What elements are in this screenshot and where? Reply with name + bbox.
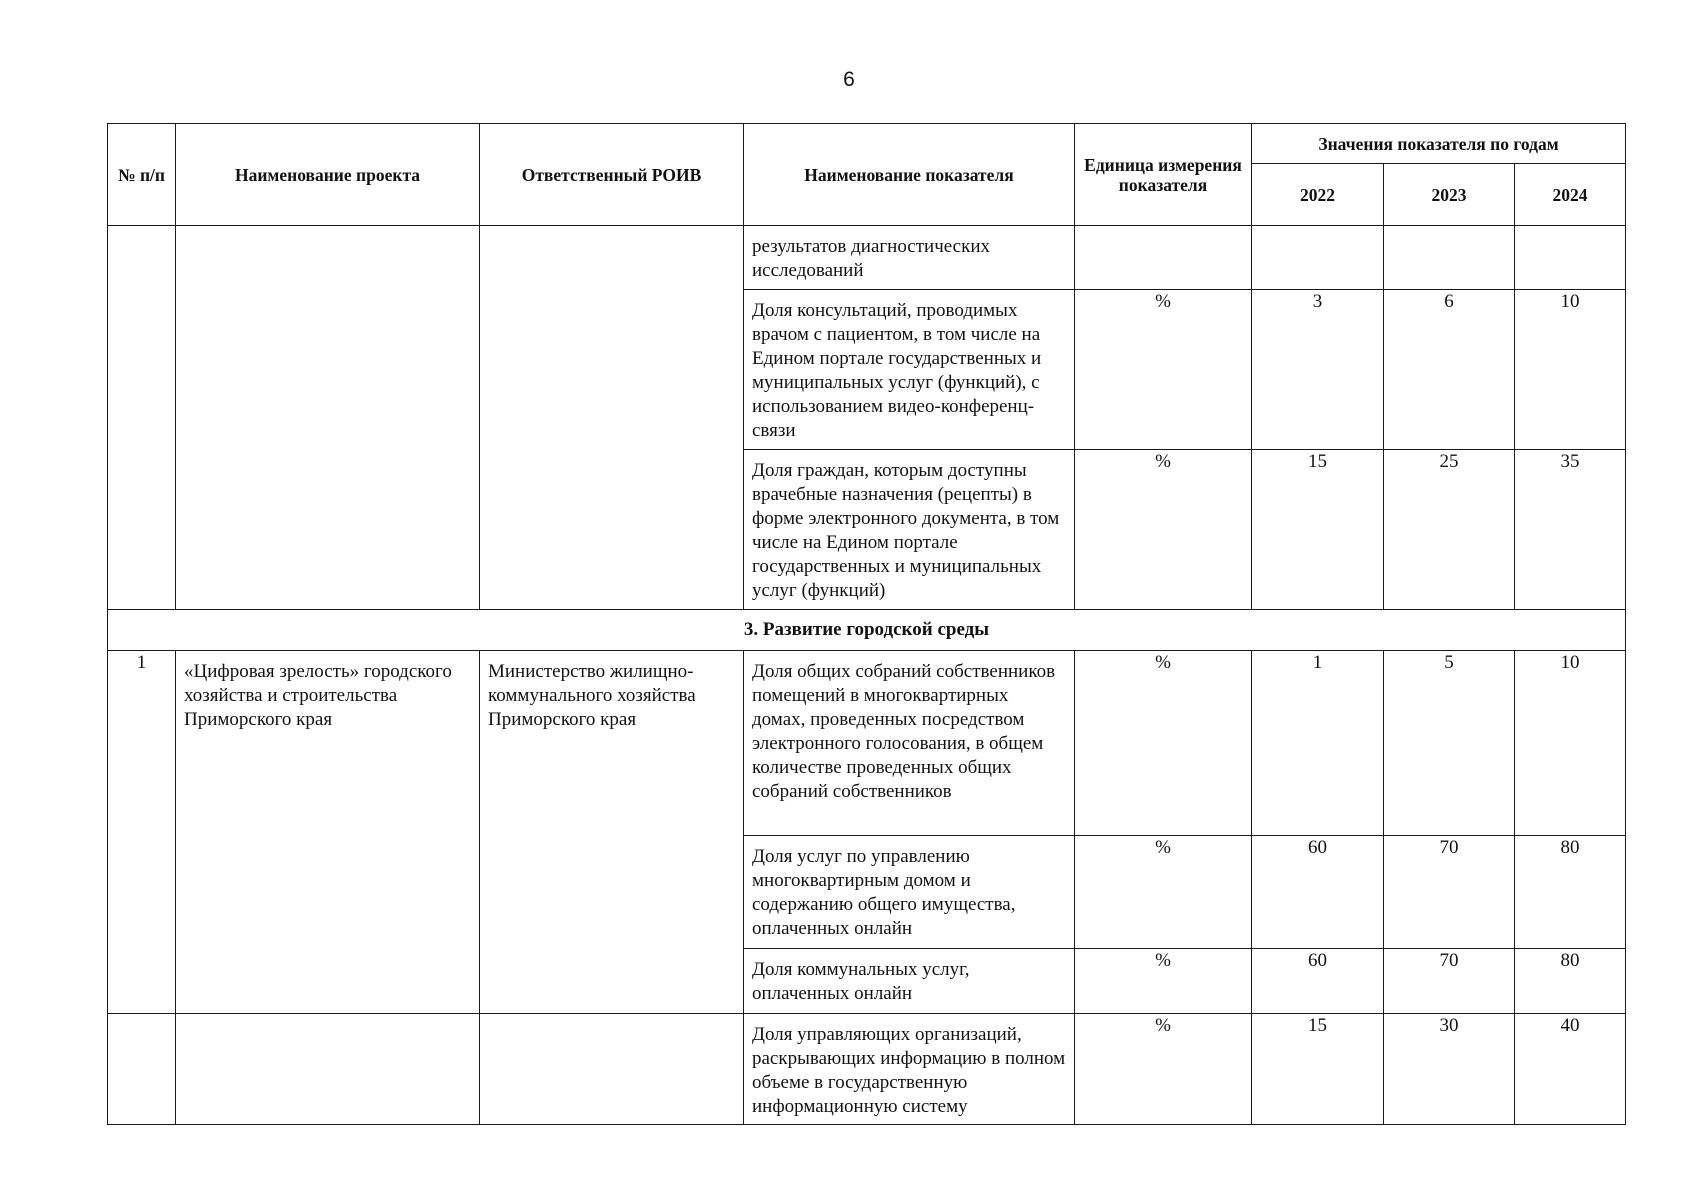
indicator-cell bbox=[744, 836, 1075, 949]
table-row bbox=[108, 226, 1626, 290]
header-num: № п/п bbox=[108, 124, 176, 226]
roiv-name: Министерство жилищно-коммунального хозяйства Приморского края bbox=[488, 661, 696, 730]
indicator-text: Доля коммунальных услуг, оплаченных онлайн bbox=[752, 959, 970, 1004]
indicator-text: Доля граждан, которым доступны врачебные назначения (рецепты) в форме электронного документа, в том числе на Едином портале государственных и муниципальных услуг (функций) bbox=[752, 460, 1060, 601]
indicator-cell bbox=[744, 949, 1075, 1014]
indicator-cell bbox=[744, 450, 1075, 610]
value-2024: 10 bbox=[1515, 290, 1626, 450]
roiv-cell bbox=[480, 226, 744, 610]
project-cell bbox=[176, 1014, 480, 1125]
num-cell: 1 bbox=[108, 651, 176, 1014]
table-row bbox=[108, 651, 1626, 836]
value-2024 bbox=[1515, 226, 1626, 290]
value-2023: 30 bbox=[1384, 1014, 1515, 1125]
value-2024: 80 bbox=[1515, 836, 1626, 949]
indicators-table bbox=[107, 123, 1626, 1125]
value-2023: 5 bbox=[1384, 651, 1515, 836]
section-title: 3. Развитие городской среды bbox=[108, 610, 1626, 651]
project-cell bbox=[176, 226, 480, 610]
header-indicator: Наименование показателя bbox=[744, 124, 1075, 226]
roiv-cell bbox=[480, 651, 744, 1014]
project-name: «Цифровая зрелость» городского хозяйства и строительства Приморского края bbox=[184, 661, 452, 730]
value-2022: 60 bbox=[1252, 836, 1384, 949]
indicator-cell bbox=[744, 651, 1075, 836]
header-roiv: Ответственный РОИВ bbox=[480, 124, 744, 226]
project-cell bbox=[176, 651, 480, 1014]
indicator-text: результатов диагностических исследований bbox=[752, 236, 991, 281]
unit-cell: % bbox=[1075, 1014, 1252, 1125]
page-number: 6 bbox=[843, 68, 855, 91]
unit-cell: % bbox=[1075, 450, 1252, 610]
value-2024: 35 bbox=[1515, 450, 1626, 610]
num-cell bbox=[108, 1014, 176, 1125]
value-2023: 25 bbox=[1384, 450, 1515, 610]
value-2022: 15 bbox=[1252, 450, 1384, 610]
header-year-2022: 2022 bbox=[1252, 164, 1384, 226]
value-2023: 6 bbox=[1384, 290, 1515, 450]
indicator-text: Доля управляющих организаций, раскрывающих информацию в полном объеме в государственную информационную систему bbox=[752, 1024, 1066, 1117]
header-values-by-year: Значения показателя по годам bbox=[1252, 124, 1626, 164]
value-2022: 1 bbox=[1252, 651, 1384, 836]
indicator-text: Доля общих собраний собственников помещений в многоквартирных домах, проведенных посредством электронного голосования, в общем количестве проведенных общих собраний собственников bbox=[752, 661, 1056, 802]
unit-cell: % bbox=[1075, 836, 1252, 949]
value-2022 bbox=[1252, 226, 1384, 290]
indicator-cell bbox=[744, 1014, 1075, 1125]
value-2024: 80 bbox=[1515, 949, 1626, 1014]
indicator-cell bbox=[744, 226, 1075, 290]
value-2022: 60 bbox=[1252, 949, 1384, 1014]
unit-cell: % bbox=[1075, 949, 1252, 1014]
value-2023 bbox=[1384, 226, 1515, 290]
indicator-text: Доля консультаций, проводимых врачом с пациентом, в том числе на Едином портале государственных и муниципальных услуг (функций), с использованием видео-конференц-связи bbox=[752, 300, 1042, 441]
value-2024: 40 bbox=[1515, 1014, 1626, 1125]
value-2023: 70 bbox=[1384, 949, 1515, 1014]
table-row bbox=[108, 1014, 1626, 1125]
unit-cell bbox=[1075, 226, 1252, 290]
value-2022: 15 bbox=[1252, 1014, 1384, 1125]
unit-cell: % bbox=[1075, 290, 1252, 450]
indicator-text: Доля услуг по управлению многоквартирным домом и содержанию общего имущества, оплаченных онлайн bbox=[752, 846, 1016, 939]
section-row bbox=[108, 610, 1626, 651]
num-cell bbox=[108, 226, 176, 610]
unit-cell: % bbox=[1075, 651, 1252, 836]
roiv-cell bbox=[480, 1014, 744, 1125]
header-unit: Единица измерения показателя bbox=[1075, 124, 1252, 226]
header-project: Наименование проекта bbox=[176, 124, 480, 226]
header-year-2023: 2023 bbox=[1384, 164, 1515, 226]
value-2023: 70 bbox=[1384, 836, 1515, 949]
indicator-cell bbox=[744, 290, 1075, 450]
value-2024: 10 bbox=[1515, 651, 1626, 836]
header-year-2024: 2024 bbox=[1515, 164, 1626, 226]
value-2022: 3 bbox=[1252, 290, 1384, 450]
